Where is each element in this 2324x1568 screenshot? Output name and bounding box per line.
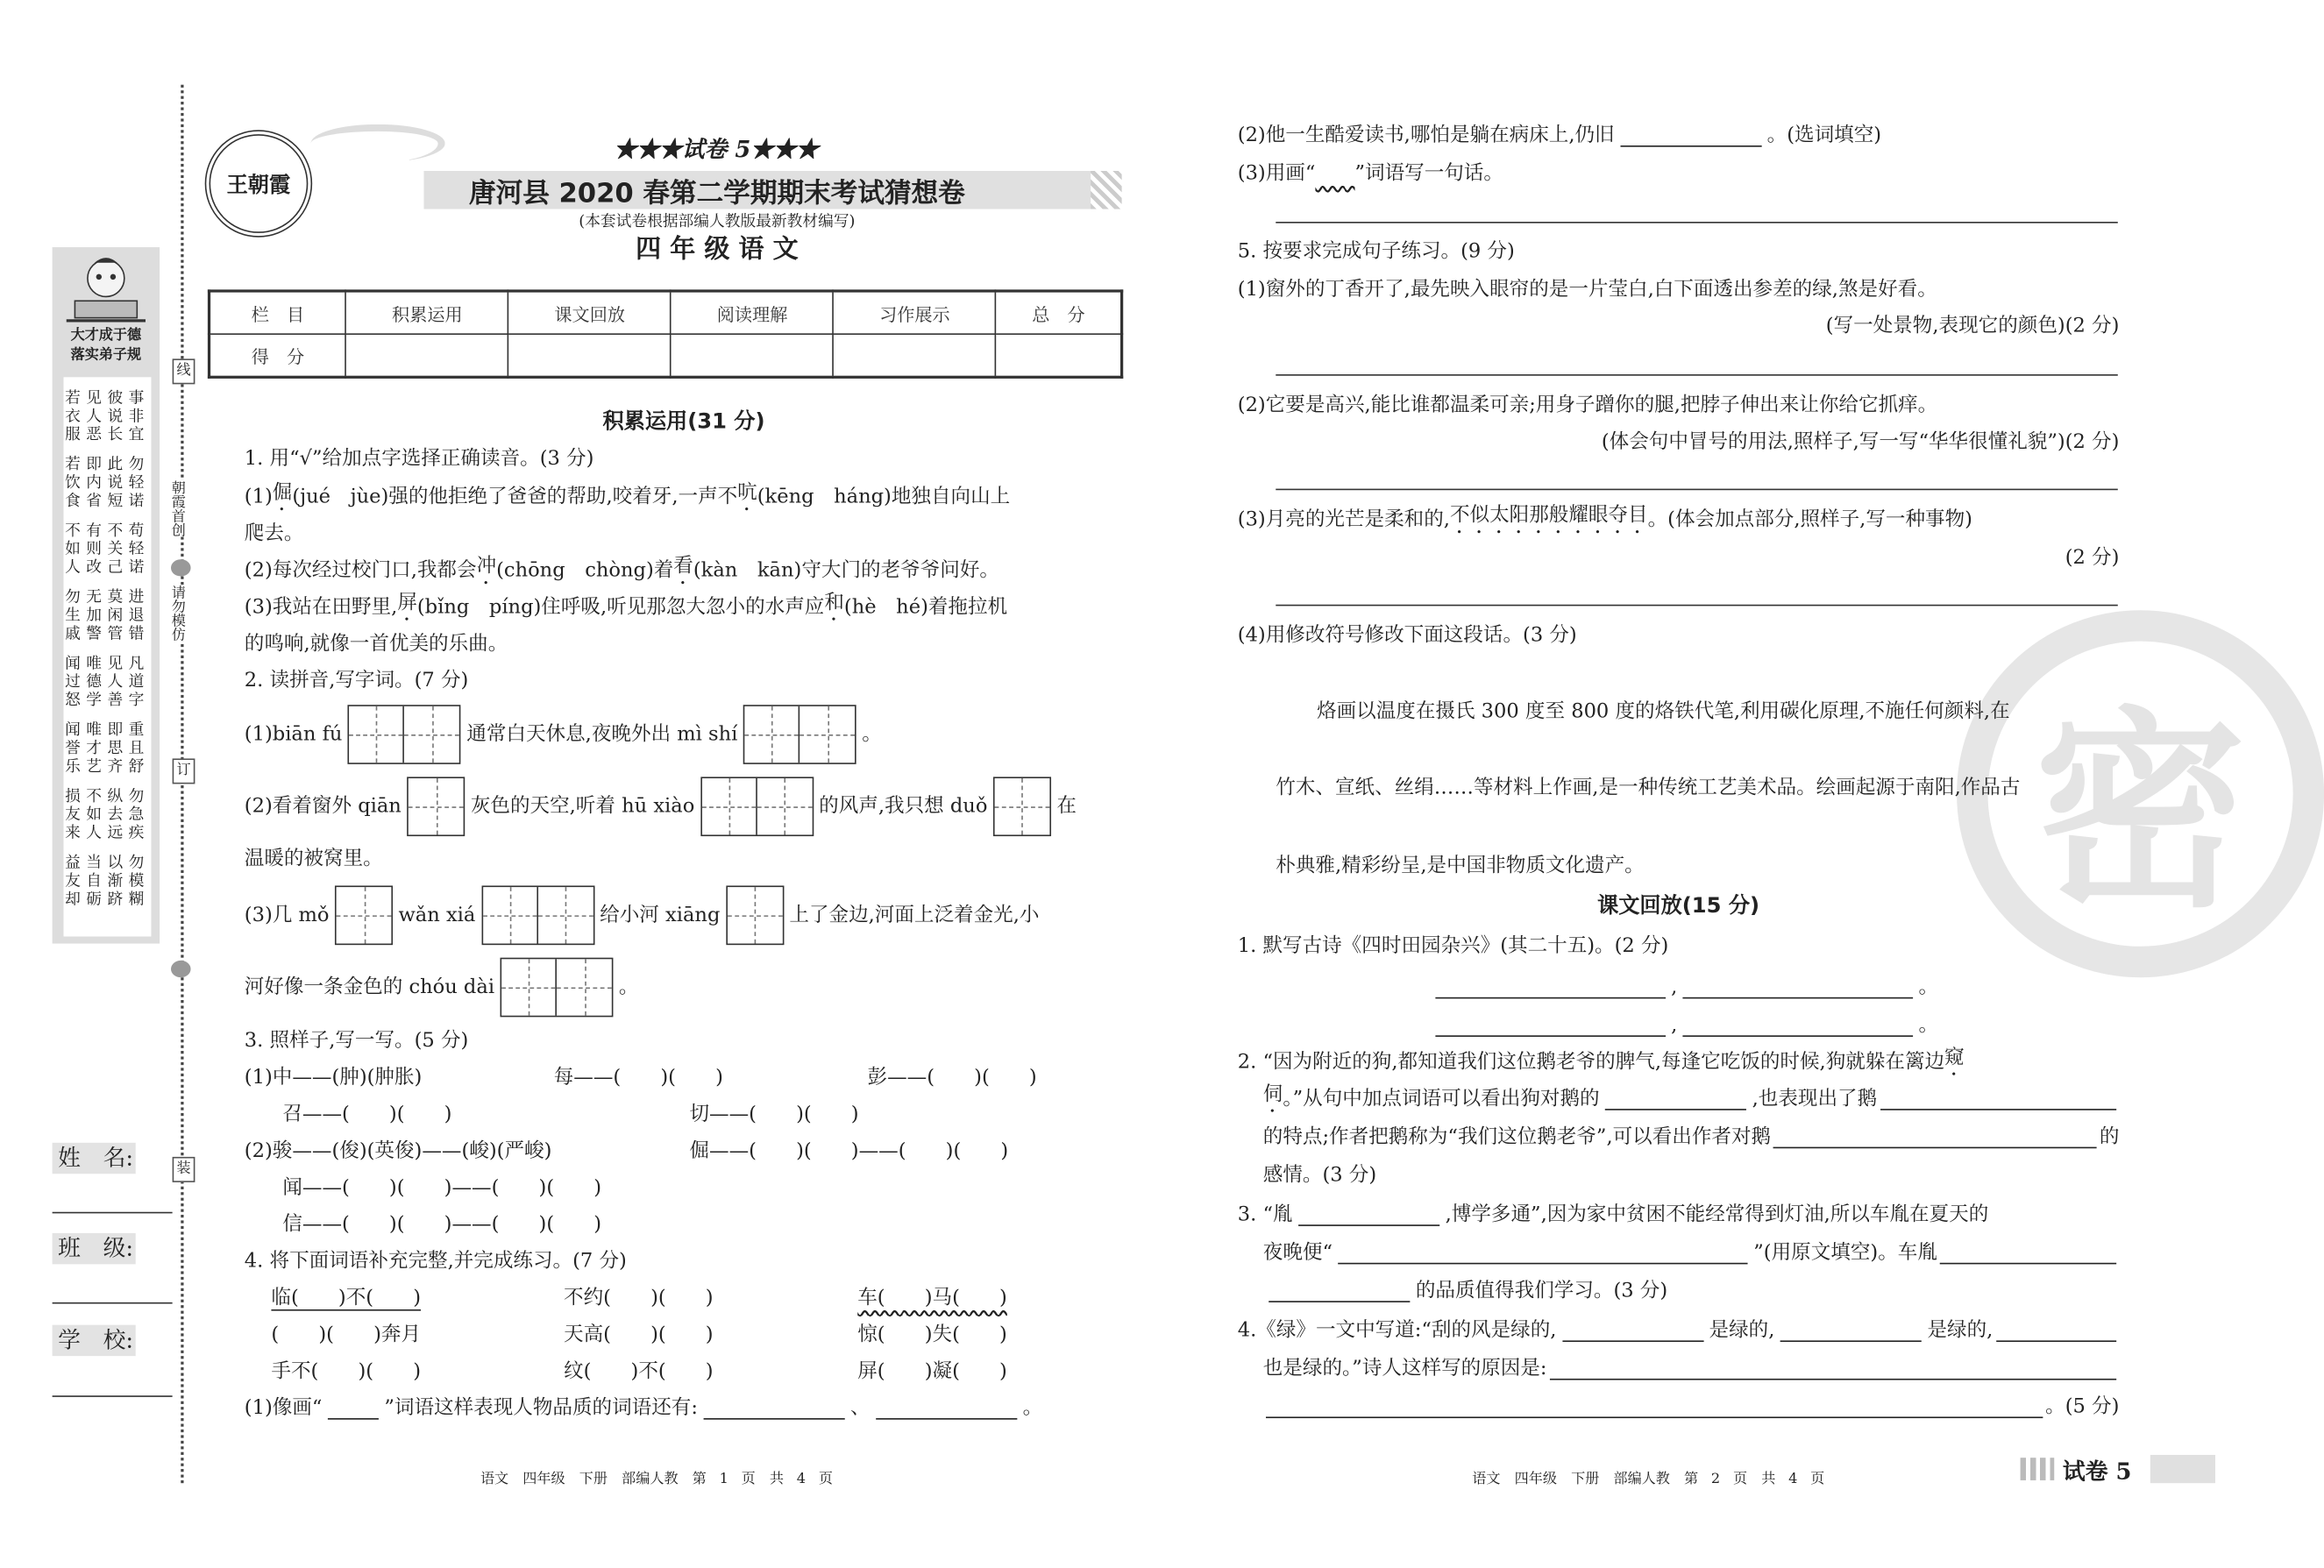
text: 惊( )失( ): [857, 1323, 1007, 1346]
answer-blank[interactable]: [1562, 1320, 1703, 1341]
paper-number: ★★★试卷 5★★★: [614, 135, 819, 163]
answer-blank[interactable]: [1683, 976, 1913, 997]
question-line: [245, 1027, 1123, 1055]
answer-line[interactable]: [1276, 605, 2118, 607]
question-line: [1430, 1011, 1938, 1039]
poem-stanza: [64, 521, 152, 577]
text: 纹( )不( ): [564, 1359, 714, 1383]
question-line: [245, 901, 1123, 929]
cartoon-student-icon: [53, 250, 160, 331]
question-column: [271, 1284, 421, 1312]
text: ”词语这样表现人物品质的词语还有:: [384, 1396, 698, 1420]
title-band-pattern: [1091, 171, 1121, 209]
question-line: [1238, 933, 2120, 961]
tianzige-cell[interactable]: [537, 887, 593, 943]
class-label: 班 级:: [53, 1233, 136, 1264]
logo-text: 王朝霞: [226, 171, 291, 197]
text: 烙画以温度在摄氏 300 度至 800 度的烙铁代笔,利用碳化原理,不施任何颜料,在: [1317, 700, 2010, 724]
score-cell[interactable]: [346, 334, 508, 377]
exam-subtitle: (本套试卷根据部编人教版最新教材编写): [579, 211, 856, 231]
question-column: [564, 1358, 714, 1386]
question-column: [271, 1321, 421, 1349]
poem-row: 过德人道: [65, 672, 150, 692]
poem-row: 不有不苟: [65, 521, 150, 540]
text: 2. 读拼音,写字词。(7 分): [244, 669, 469, 692]
text: 2. “因为附近的狗,都知道我们这位鹅老爷的脾气,每逢它吃饭的时候,狗就躲在篱边: [1237, 1051, 1945, 1074]
text: 也是绿的。”诗人这样写的原因是:: [1262, 1357, 1547, 1380]
poem-row: 乐艺齐舒: [65, 756, 150, 776]
poem-row: 来人远疾: [65, 823, 150, 842]
text: ”词语写一句话。: [1354, 162, 1504, 186]
wavy-underlined-phrase[interactable]: [1315, 160, 1354, 188]
text: (2 分): [2065, 546, 2120, 570]
text: 、: [849, 1396, 871, 1420]
text: 。: [862, 723, 882, 746]
tianzige-boxes[interactable]: [335, 885, 393, 945]
text: (1): [244, 486, 273, 509]
dotted-char: 吭: [737, 481, 757, 505]
question-line: [245, 483, 1123, 511]
dotted-char: 不似太阳那般耀眼夺目: [1449, 504, 1648, 528]
dizigui-poem: [64, 377, 152, 936]
text: 的风声,我只想 duǒ: [819, 795, 988, 819]
text: (kàn kān)守大门的老爷爷问好。: [693, 559, 999, 582]
ribbon-decoration: [311, 124, 445, 163]
underlined-phrase[interactable]: 临( )不( ): [271, 1287, 422, 1309]
wavy-underlined-phrase[interactable]: 车( )马( ): [857, 1287, 1007, 1309]
footer-left: 语文 四年级 下册 部编人教 第 1 页 共 4 页: [480, 1472, 833, 1488]
text: 天高( )( ): [564, 1323, 714, 1346]
tianzige-boxes[interactable]: [501, 958, 614, 1018]
score-col-header: 积累运用: [346, 291, 508, 334]
text: 。(5 分): [2045, 1395, 2120, 1419]
text: 闻——( )( )——( )( ): [282, 1176, 602, 1200]
question-column: [689, 1137, 1008, 1165]
text: 积累运用(31 分): [602, 408, 765, 434]
answer-line[interactable]: [1276, 222, 2118, 223]
poem-stanza: [64, 654, 152, 709]
tianzige-cell[interactable]: [744, 706, 800, 763]
score-table: [208, 289, 1123, 379]
tianzige-cell[interactable]: [701, 778, 757, 834]
answer-blank[interactable]: [1780, 1320, 1922, 1341]
poem-stanza: [64, 720, 152, 776]
text: 倔——( )( )——( )( ): [689, 1139, 1009, 1163]
text: 夜晚便“: [1262, 1241, 1333, 1265]
question-column: [857, 1284, 1007, 1312]
answer-blank[interactable]: [703, 1398, 844, 1419]
exam-title: 唐河县 2020 春第二学期期末考试猜想卷: [468, 178, 965, 209]
question-line: [245, 557, 1123, 585]
text: 朴典雅,精彩纷呈,是中国非物质文化遗产。: [1276, 855, 1645, 877]
text: 切——( )( ): [689, 1103, 859, 1126]
tianzige-cell[interactable]: [337, 887, 392, 943]
text: (1)中——(肿)(肿胀): [244, 1066, 423, 1089]
text: 灰色的天空,听着 hū xiào: [470, 795, 695, 819]
footer-right: 语文 四年级 下册 部编人教 第 2 页 共 4 页: [1472, 1472, 1825, 1488]
dotted-char: 屏: [397, 592, 417, 615]
brand-logo: [205, 130, 312, 237]
question-line: [1238, 621, 2120, 649]
tianzige-boxes[interactable]: [993, 777, 1051, 836]
text: 的品质值得我们学习。(3 分): [1415, 1280, 1668, 1302]
question-line: [245, 593, 1123, 621]
text: (3)月亮的光芒是柔和的,: [1237, 508, 1450, 531]
answer-blank[interactable]: [1996, 1320, 2117, 1341]
text: wǎn xiá: [398, 904, 476, 927]
question-column: [554, 1064, 723, 1092]
poem-row: 誉才思且: [65, 738, 150, 757]
text: 4.《绿》一文中写道:“刮的风是绿的,: [1237, 1319, 1557, 1343]
question-line: [1263, 1277, 2120, 1305]
poem-stanza: [64, 388, 152, 443]
binding-tag-ding: 订: [173, 758, 195, 784]
poem-row: 生加闲退: [65, 606, 150, 625]
text: (1)窗外的丁香开了,最先映入眼帘的是一片莹白,白下面透出参差的绿,煞是好看。: [1237, 278, 1937, 302]
text: ,: [1671, 1014, 1678, 1037]
badge-band: [2150, 1455, 2215, 1483]
answer-blank[interactable]: [1620, 125, 1761, 146]
text: ( )( )奔月: [271, 1323, 422, 1346]
score-col-header: 栏 目: [210, 291, 346, 334]
question-line: [245, 630, 1123, 658]
notice-top: 朝霞首创: [164, 480, 184, 536]
text: (chōng chòng)着: [496, 559, 674, 582]
answer-line[interactable]: [1276, 374, 2118, 376]
text: (3)用画“: [1237, 162, 1316, 186]
tianzige-cell[interactable]: [482, 887, 537, 943]
text: (2)每次经过校门口,我都会: [244, 559, 477, 582]
text: 温暖的被窝里。: [244, 847, 383, 870]
question-line: [1238, 312, 2120, 340]
poem-stanza: [64, 787, 152, 842]
question-line: [245, 520, 1123, 548]
tianzige-boxes[interactable]: [407, 777, 465, 836]
question-column: [857, 1321, 1007, 1349]
tianzige-cell[interactable]: [727, 887, 782, 943]
question-line: [1238, 238, 2120, 266]
question-line: [1263, 1085, 2120, 1113]
binding-tag-zhuang: 装: [173, 1157, 195, 1182]
poem-row: 若见彼事: [65, 388, 150, 408]
text: 1. 用“√”给加点字选择正确读音。(3 分): [244, 447, 594, 471]
poem-stanza: [64, 853, 152, 908]
poem-row: 友如去急: [65, 805, 150, 824]
question-line: [245, 1247, 1123, 1275]
answer-blank[interactable]: [1940, 1242, 2116, 1263]
text: 竹木、宣纸、丝绢……等材料上作画,是一种传统工艺美术品。绘画起源于南阳,作品古: [1276, 777, 2021, 800]
question-column: [564, 1284, 714, 1312]
text: 感情。(3 分): [1262, 1163, 1377, 1187]
text: (2)看着窗外 qiān: [244, 795, 402, 819]
text: 。: [1918, 1014, 1939, 1037]
score-cell[interactable]: [834, 334, 996, 377]
dotted-char: 和: [824, 592, 844, 615]
text: 4. 将下面词语补充完整,并完成练习。(7 分): [244, 1250, 627, 1274]
question-line: [1430, 973, 1938, 1001]
question-column: [689, 1100, 858, 1128]
text: (写一处景物,表现它的颜色)(2 分): [1825, 315, 2120, 338]
poem-row: 却砺跻糊: [65, 890, 150, 909]
question-column: [282, 1210, 601, 1238]
poem-row: 闻唯见凡: [65, 654, 150, 673]
text: 在: [1056, 795, 1077, 819]
text: (4)用修改符号修改下面这段话。(3 分): [1237, 624, 1577, 648]
text: (2)他一生酷爱读书,哪怕是躺在病床上,仍旧: [1237, 124, 1615, 147]
question-line: [1263, 1355, 2120, 1383]
question-line: [1238, 1048, 2120, 1076]
question-line: [1238, 698, 2199, 726]
tianzige-cell[interactable]: [557, 959, 612, 1015]
poem-row: 友自渐模: [65, 871, 150, 890]
text: ,博学多通”,因为家中贫困不能经常得到灯油,所以车胤在夏天的: [1445, 1203, 1989, 1226]
question-line: [1276, 852, 2118, 880]
tianzige-cell[interactable]: [757, 778, 812, 834]
answer-blank[interactable]: [1683, 1015, 1913, 1036]
section-heading: [1238, 891, 2120, 919]
question-line: [1238, 391, 2120, 419]
text: 是绿的,: [1927, 1319, 1994, 1343]
text: (2)骏——(俊)(英俊)——(峻)(严峻): [244, 1139, 552, 1163]
question-line: [245, 792, 1123, 820]
poem-row: 闻唯即重: [65, 720, 150, 739]
text: (3)我站在田野里,: [244, 596, 398, 619]
question-column: [271, 1358, 421, 1386]
question-line: [245, 1394, 1123, 1423]
score-col-header: 习作展示: [834, 291, 996, 334]
answer-blank[interactable]: [328, 1398, 379, 1419]
watermark-text: 密: [2034, 687, 2247, 937]
question-line: [245, 720, 1123, 749]
question-line: [1263, 1123, 2120, 1151]
question-line: [1238, 275, 2120, 303]
answer-blank[interactable]: [1550, 1359, 2116, 1380]
text: 通常白天休息,夜晚外出 mì shí: [466, 723, 738, 746]
question-column: [245, 1064, 423, 1092]
text: 屏( )凝( ): [857, 1359, 1007, 1383]
text: 。: [618, 976, 639, 999]
question-column: [868, 1064, 1037, 1092]
poem-row: 食省短诺: [65, 491, 150, 510]
text: 上了金边,河面上泛着金光,小: [789, 904, 1040, 927]
text: ,也表现出了鹅: [1752, 1087, 1878, 1110]
text: 信——( )( )——( )( ): [282, 1213, 602, 1237]
text: 手不( )( ): [271, 1359, 422, 1383]
text: (bǐng píng)住呼吸,听见那忽大忽小的水声应: [416, 596, 825, 619]
answer-line[interactable]: [1276, 489, 2118, 491]
question-line: [1238, 428, 2120, 456]
text: 。(体会加点部分,照样子,写一种事物): [1647, 508, 1972, 531]
text: (2)它要是高兴,能比谁都温柔可亲;用身子蹭你的腿,把脖子伸出来让你给它抓痒。: [1237, 394, 1938, 417]
text: 。(选词填空): [1766, 124, 1882, 147]
question-line: [1238, 160, 2120, 188]
dotted-char: 看: [673, 555, 693, 578]
text: 不约( )( ): [564, 1287, 714, 1309]
question-column: [282, 1174, 601, 1202]
text: (1)像画“: [244, 1396, 323, 1420]
seal-icon: [171, 961, 191, 977]
tianzige-cell[interactable]: [501, 959, 557, 1015]
poem-row: 益当以勿: [65, 853, 150, 872]
answer-blank[interactable]: [1435, 1015, 1665, 1036]
poem-row: 衣人说非: [65, 407, 150, 426]
question-line: [1238, 1316, 2120, 1345]
question-line: [1238, 543, 2120, 571]
dotted-char: 冲: [476, 555, 497, 578]
text: 召——( )( ): [282, 1103, 452, 1126]
answer-blank[interactable]: [1338, 1242, 1747, 1263]
score-cell[interactable]: [508, 334, 671, 377]
score-table-header: [210, 291, 1122, 334]
poem-row: 损不纵勿: [65, 786, 150, 805]
tianzige-cell[interactable]: [350, 706, 405, 763]
tianzige-boxes[interactable]: [348, 705, 461, 764]
score-col-header: 课文回放: [508, 291, 671, 334]
text: 的: [2099, 1125, 2120, 1149]
question-line: [245, 667, 1123, 695]
text: (体会句中冒号的用法,照样子,写一写“华华很懂礼貌”)(2 分): [1601, 430, 2120, 454]
poem-row: 怒学善字: [65, 691, 150, 710]
poem-stanza: [64, 587, 152, 642]
text: 1. 默写古诗《四时田园杂兴》(其二十五)。(2 分): [1237, 934, 1669, 958]
text: ”(用原文填空)。车胤: [1753, 1241, 1937, 1265]
seal-icon: [171, 559, 191, 576]
text: 的鸣响,就像一首优美的乐曲。: [244, 632, 508, 656]
score-table-row: [210, 334, 1122, 377]
text: ,: [1671, 976, 1678, 999]
question-line: [1238, 1201, 2120, 1229]
class-input-line[interactable]: [53, 1302, 173, 1304]
text: 的特点;作者把鹅称为“我们这位鹅老爷”,可以看出作者对鹅: [1262, 1125, 1772, 1149]
answer-blank[interactable]: [1269, 1281, 1410, 1302]
text: (hè hé)着拖拉机: [843, 596, 1008, 619]
name-label: 姓 名:: [53, 1143, 136, 1174]
tianzige-cell[interactable]: [800, 706, 855, 763]
dotted-char: 窥: [1944, 1047, 1965, 1069]
text: 是绿的,: [1709, 1319, 1775, 1343]
tianzige-boxes[interactable]: [743, 705, 856, 764]
poem-row: 人改己诺: [65, 557, 150, 577]
answer-blank[interactable]: [1435, 976, 1665, 997]
tianzige-boxes[interactable]: [700, 777, 814, 836]
text: (1)biān fú: [244, 723, 343, 746]
text: 。: [1022, 1396, 1043, 1420]
question-line: [245, 973, 1123, 1001]
text: 课文回放(15 分): [1597, 892, 1760, 919]
score-cell[interactable]: [671, 334, 833, 377]
question-line: [1263, 1161, 2120, 1189]
paper-badge: 试卷 5: [2062, 1458, 2132, 1485]
text: 给小河 xiāng: [600, 904, 721, 927]
question-line: [245, 845, 1123, 873]
score-row-label: 得 分: [210, 334, 346, 377]
question-line: [1238, 122, 2120, 150]
answer-blank[interactable]: [1773, 1126, 2096, 1147]
text: 3. “胤: [1237, 1203, 1293, 1226]
section-heading: [245, 407, 1123, 435]
poem-row: 若即此勿: [65, 454, 150, 473]
notice-bottom: 请勿模仿: [164, 585, 184, 641]
text: 3. 照样子,写一写。(5 分): [244, 1029, 469, 1053]
text: 。”从句中加点词语可以看出狗对鹅的: [1283, 1087, 1600, 1110]
question-column: [245, 1137, 552, 1165]
question-column: [857, 1358, 1007, 1386]
slogan-line: 落实弟子规: [70, 347, 142, 364]
text: 爬去。: [244, 522, 304, 546]
dotted-char: 伺: [1262, 1083, 1283, 1106]
poem-row: 戚警管错: [65, 624, 150, 643]
answer-blank[interactable]: [1298, 1204, 1439, 1225]
name-input-line[interactable]: [53, 1212, 173, 1214]
text: 彭——( )( ): [867, 1066, 1037, 1089]
text: (kēng háng)地独自向山上: [757, 486, 1011, 509]
question-line: [1263, 1238, 2120, 1266]
text: 河好像一条金色的 chóu dài: [244, 976, 495, 999]
poem-row: 勿无莫进: [65, 587, 150, 607]
school-label: 学 校:: [53, 1325, 136, 1356]
question-column: [564, 1321, 714, 1349]
text: 。: [1918, 976, 1939, 999]
binding-tag-xian: 线: [173, 358, 195, 384]
text: 每——( )( ): [553, 1066, 723, 1089]
tianzige-cell[interactable]: [994, 778, 1049, 834]
dotted-char: 倔: [272, 481, 293, 505]
slogan-line: 大才成于德: [70, 327, 142, 344]
text: 5. 按要求完成句子练习。(9 分): [1237, 239, 1515, 263]
tianzige-cell[interactable]: [404, 706, 459, 763]
answer-blank[interactable]: [1605, 1089, 1746, 1110]
answer-blank[interactable]: [1880, 1089, 2116, 1110]
text: (jué jùe)强的他拒绝了爸爸的帮助,咬着牙,一声不: [292, 486, 738, 509]
answer-blank[interactable]: [876, 1398, 1017, 1419]
score-col-header: 总 分: [996, 291, 1122, 334]
poem-row: 饮内说轻: [65, 472, 150, 492]
school-input-line[interactable]: [53, 1395, 173, 1397]
tianzige-cell[interactable]: [409, 778, 464, 834]
question-line: [1276, 774, 2118, 802]
subject-title: 四 年 级 语 文: [636, 234, 799, 265]
tianzige-boxes[interactable]: [726, 885, 784, 945]
sidebar-panel: [53, 247, 160, 944]
poem-row: 如则关轻: [65, 539, 150, 558]
question-line: [1238, 506, 2120, 534]
badge-pattern: [2021, 1458, 2055, 1480]
text: (3)几 mǒ: [244, 904, 330, 927]
question-line: [245, 445, 1123, 473]
poem-stanza: [64, 455, 152, 510]
score-cell[interactable]: [996, 334, 1122, 377]
tianzige-boxes[interactable]: [481, 885, 594, 945]
question-column: [282, 1100, 451, 1128]
answer-blank[interactable]: [1266, 1396, 2043, 1417]
question-line: [1263, 1393, 2120, 1421]
poem-row: 服恶长宜: [65, 425, 150, 444]
score-col-header: 阅读理解: [671, 291, 833, 334]
